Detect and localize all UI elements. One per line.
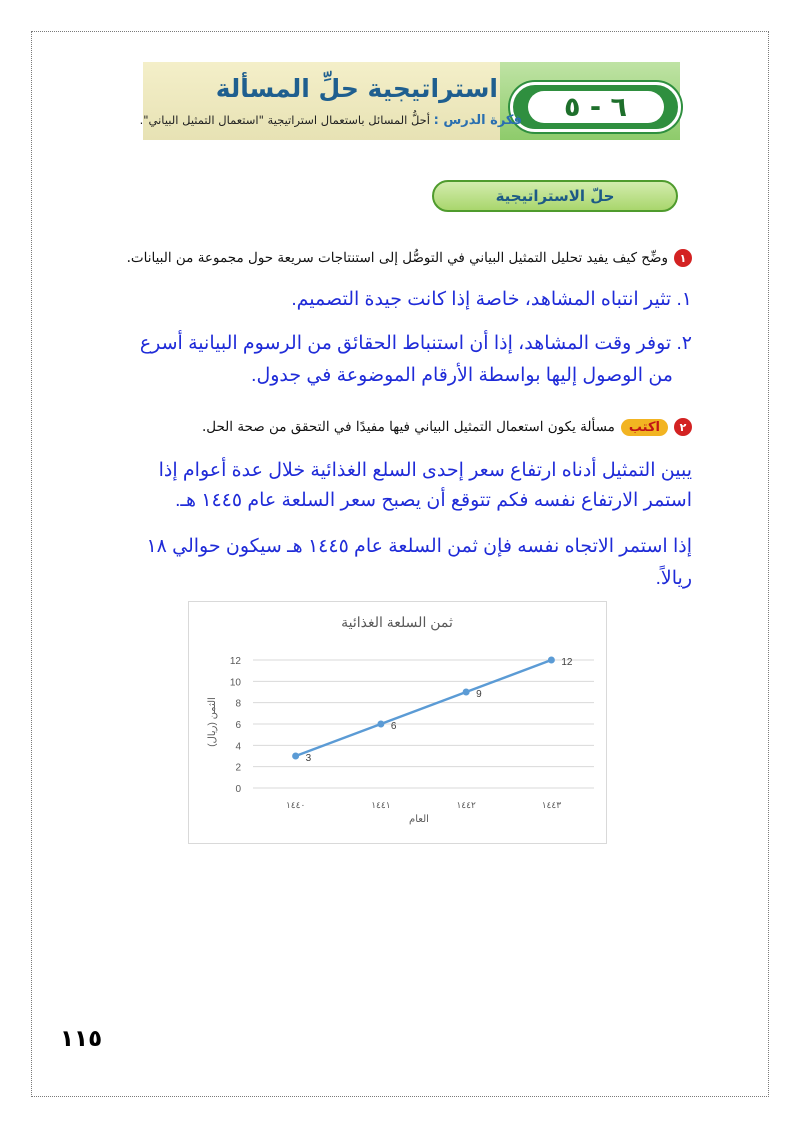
chart-y-ticks — [230, 656, 242, 795]
chart-y-tick-label: 4 — [235, 741, 241, 753]
chart-data-label: 9 — [476, 689, 482, 700]
answer-2-line-2: استمر الارتفاع نفسه فكم تتوقع أن يصبح سعر السلعة عام ١٤٤٥ هـ. — [175, 490, 692, 511]
write-tag: اكتب — [621, 419, 668, 436]
page-number: ١١٥ — [60, 1026, 103, 1052]
chart-data-label: 12 — [561, 657, 573, 668]
chart-x-tick-label: ١٤٤٠ — [285, 800, 306, 810]
chart-data-point — [463, 689, 470, 696]
answer-2-line-1: يبين التمثيل أدناه ارتفاع سعر إحدى السلع الغذائية خلال عدة أعوام إذا — [158, 460, 692, 481]
chart-x-axis-label: العام — [409, 814, 429, 825]
chart-x-tick-label: ١٤٤٣ — [541, 800, 562, 810]
question-1-number: ١ — [674, 249, 692, 267]
chart-x-tick-label: ١٤٤١ — [371, 800, 391, 810]
answer-1-line-3: من الوصول إليها بواسطة الأرقام الموضوعة في جدول. — [251, 365, 673, 386]
chart-y-tick-label: 10 — [229, 677, 241, 689]
question-1 — [127, 249, 692, 267]
lesson-number: ٦ - ٥ — [528, 91, 664, 123]
chart-y-axis-label: الثمن (ريال) — [207, 697, 218, 747]
chart-y-tick-label: 12 — [229, 656, 241, 667]
lesson-idea — [140, 113, 522, 128]
chart-y-tick-label: 0 — [235, 784, 241, 795]
answer-1-line-2: ٢. توفر وقت المشاهد، إذا أن استنباط الحقائق من الرسوم البيانية أسرع — [139, 333, 692, 354]
chart-series-line — [296, 660, 552, 756]
chart-data-point — [548, 657, 555, 664]
chart-data-point — [292, 753, 299, 760]
question-2 — [202, 418, 692, 436]
chart-data-label: 3 — [305, 753, 312, 764]
question-2-text: مسألة يكون استعمال التمثيل البياني فيها مفيدًا في التحقق من صحة الحل. — [201, 419, 615, 435]
chart-y-tick-label: 2 — [235, 762, 241, 774]
chart-data-point — [377, 721, 384, 728]
chart-y-tick-label: 6 — [235, 720, 241, 731]
price-chart — [188, 601, 607, 844]
chart-series — [292, 657, 573, 765]
lesson-idea-label: فكرة الدرس : — [433, 113, 522, 128]
chart-title: ثمن السلعة الغذائية — [341, 614, 453, 630]
chart-x-tick-label: ١٤٤٢ — [456, 800, 476, 810]
answer-1-line-1: ١. تثير انتباه المشاهد، خاصة إذا كانت جيدة التصميم. — [291, 289, 692, 310]
chart-data-label: 6 — [390, 721, 397, 732]
chart-svg — [189, 602, 606, 843]
answer-2-line-4: ريالاً. — [655, 568, 692, 589]
lesson-title: استراتيجية حلِّ المسألة — [215, 74, 498, 103]
question-2-number: ٢ — [674, 418, 692, 436]
answer-2-line-3: إذا استمر الاتجاه نفسه فإن ثمن السلعة عام ١٤٤٥ هـ سيكون حوالي ١٨ — [146, 536, 692, 557]
lesson-idea-text: أحلُّ المسائل باستعمال استراتيجية "استعمال التمثيل البياني". — [139, 113, 430, 127]
question-1-text: وضِّح كيف يفيد تحليل التمثيل البياني في التوصُّل إلى استنتاجات سريعة حول مجموعة من البيانات. — [126, 250, 668, 266]
chart-grid — [253, 660, 594, 788]
chart-y-tick-label: 8 — [235, 698, 241, 710]
chart-x-ticks — [286, 800, 561, 810]
section-title: حلّ الاستراتيجية — [432, 180, 678, 212]
lesson-number-badge — [510, 82, 681, 132]
